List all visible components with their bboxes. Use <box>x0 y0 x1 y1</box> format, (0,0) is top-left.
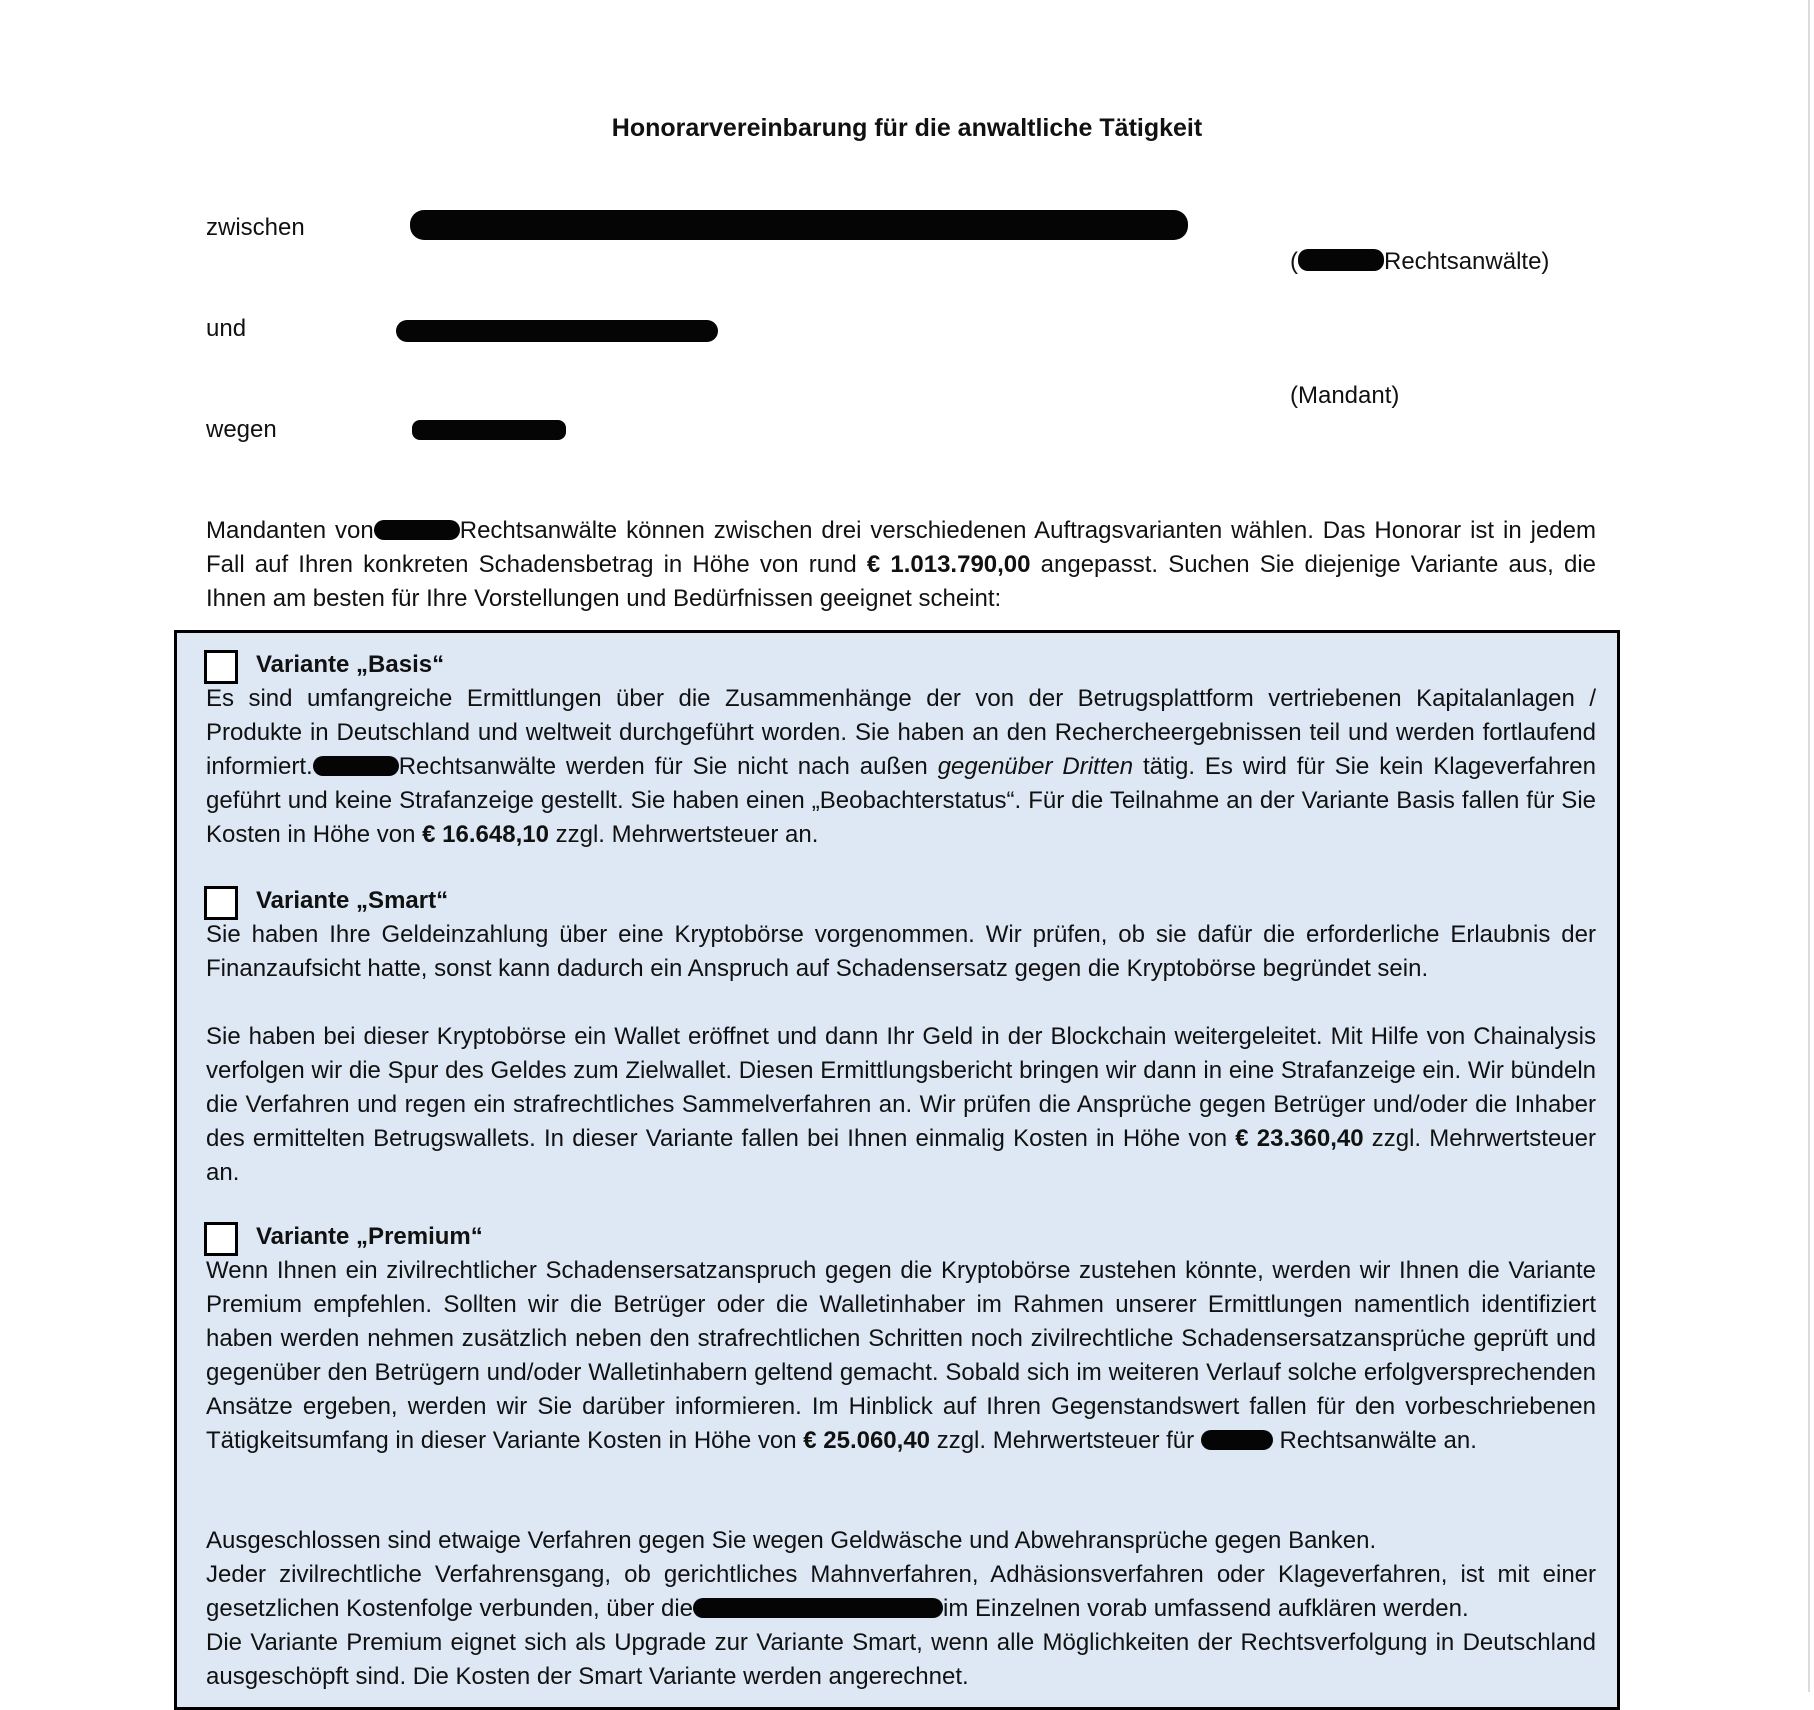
variant-smart <box>206 884 1596 1190</box>
basis-text-italic: gegenüber Dritten <box>937 753 1134 780</box>
premium-text-3: Rechtsanwälte an. <box>1272 1427 1477 1454</box>
variant-basis-checkbox[interactable] <box>204 650 238 684</box>
redacted-firm-short <box>1298 249 1384 271</box>
basis-text-3: tätig. Es wird für Sie kein Klageverfahren geführt und keine Strafanzeige gestellt. Sie haben einen „Beobachterstatus“. Für die Teilnahme an der Variante Basis fallen für Sie Kosten in Höhe von <box>206 753 1596 848</box>
premium-text-2: zzgl. Mehrwertsteuer für <box>930 1427 1201 1454</box>
client-role-label: (Mandant) <box>1290 382 1400 409</box>
variant-basis <box>206 648 1596 852</box>
variant-premium-text <box>206 1254 1596 1458</box>
note-costs-text-b: im Einzelnen vorab umfassend aufklären werden. <box>943 1595 1469 1622</box>
note-exclusions: Ausgeschlossen sind etwaige Verfahren gegen Sie wegen Geldwäsche und Abwehransprüche gegen Banken. <box>206 1527 1377 1554</box>
redacted-firm-inline <box>374 520 460 540</box>
basis-text-1: Es sind umfangreiche Ermittlungen über die Zusammenhänge der von der Betrugsplattform vertriebenen Kapitalanlagen / Produkte in Deutschland und weltweit durchgeführt worden. Sie haben an den Rechercheergebnissen teil und werden fortlaufend informiert. <box>206 685 1596 780</box>
damage-amount: € 1.013.790,00 <box>866 551 1031 578</box>
note-upgrade: Die Variante Premium eignet sich als Upgrade zur Variante Smart, wenn alle Möglichkeiten der Rechtsverfolgung in Deutschland ausgeschöpft sind. Die Kosten der Smart Variante werden angerechnet. <box>206 1629 1596 1690</box>
document-title: Honorarvereinbarung für die anwaltliche Tätigkeit <box>611 114 1203 142</box>
page-edge-line <box>1808 0 1810 1692</box>
basis-text-4: zzgl. Mehrwertsteuer an. <box>548 821 819 848</box>
firm-role-text: Rechtsanwälte) <box>1384 248 1550 275</box>
note-costs <box>206 1558 1596 1626</box>
firm-role-label <box>1290 248 1549 276</box>
intro-text-2: Rechtsanwälte können zwischen drei verschiedenen Auftragsvarianten wählen. Das Honorar ist in jedem Fall auf Ihren konkreten Schadensbetrag in Höhe von rund <box>206 517 1596 578</box>
smart-text-2: Sie haben bei dieser Kryptobörse ein Wallet eröffnet und dann Ihr Geld in der Blockchain weitergeleitet. Mit Hilfe von Chainalysis verfolgen wir die Spur des Geldes zum Zielwallet. Diesen Ermittlungsbericht bringen wir dann in eine Strafanzeige ein. Wir bündeln die Verfahren und regen ein strafrechtliches Sammelverfahren an. Wir prüfen die Ansprüche gegen Betrüger und/oder die Inhaber des ermittelten Betrugswallets. In dieser Variante fallen bei Ihnen einmalig Kosten in Höhe von <box>206 1023 1596 1152</box>
variant-basis-text <box>206 682 1596 852</box>
intro-paragraph <box>206 514 1596 616</box>
variant-basis-title: Variante „Basis“ <box>256 651 445 678</box>
basis-text-2: Rechtsanwälte werden für Sie nicht nach außen <box>398 753 938 780</box>
variant-premium-title: Variante „Premium“ <box>256 1223 483 1250</box>
intro-text-1: Mandanten von <box>206 517 374 544</box>
basis-amount: € 16.648,10 <box>422 821 549 848</box>
redacted-firm-inline <box>693 1598 943 1618</box>
between-label: zwischen <box>206 214 305 241</box>
premium-amount: € 25.060,40 <box>803 1427 931 1454</box>
variant-smart-title: Variante „Smart“ <box>256 887 449 914</box>
variant-premium <box>206 1220 1596 1458</box>
regarding-label: wegen <box>206 416 277 443</box>
notes-section <box>206 1524 1596 1694</box>
and-label: und <box>206 315 247 342</box>
variant-smart-text-1: Sie haben Ihre Geldeinzahlung über eine Kryptobörse vorgenommen. Wir prüfen, ob sie dafür die erforderliche Erlaubnis der Finanzaufsicht hatte, sonst kann dadurch ein Anspruch auf Schadensersatz gegen die Kryptobörse begründet sein. <box>206 921 1596 982</box>
smart-amount: € 23.360,40 <box>1235 1125 1364 1152</box>
premium-text-1: Wenn Ihnen ein zivilrechtlicher Schadensersatzanspruch gegen die Kryptobörse zustehen könnte, werden wir Ihnen die Variante Premium empfehlen. Sollten wir die Betrüger oder die Walletinhaber im Rahmen unserer Ermittlungen namentlich identifiziert haben werden nehmen zusätzlich neben den strafrechtlichen Schritten noch zivilrechtliche Schadensersatzansprüche geprüft und gegenüber den Betrügern und/oder Walletinhabern geltend gemacht. Sobald sich im weiteren Verlauf solche erfolgversprechenden Ansätze ergeben, werden wir Sie darüber informieren. Im Hinblick auf Ihren Gegenstandswert fallen für den vorbeschriebenen Tätigkeitsumfang in dieser Variante Kosten in Höhe von <box>206 1257 1596 1454</box>
redacted-firm-inline <box>1201 1430 1273 1450</box>
variant-smart-text-2 <box>206 1020 1596 1190</box>
redacted-firm-inline <box>313 756 399 776</box>
firm-role-paren: ( <box>1290 248 1298 275</box>
redacted-client-name <box>396 320 718 342</box>
redacted-firm-name <box>410 210 1188 240</box>
smart-text-2-end: zzgl. Mehrwertsteuer an. <box>206 1125 1596 1186</box>
redacted-subject <box>412 420 566 440</box>
intro-text-3: angepasst. Suchen Sie diejenige Variante aus, die Ihnen am besten für Ihre Vorstellungen und Bedürfnissen geeignet scheint: <box>206 551 1597 612</box>
variant-premium-checkbox[interactable] <box>204 1222 238 1256</box>
variant-smart-checkbox[interactable] <box>204 886 238 920</box>
note-costs-text-a: Jeder zivilrechtliche Verfahrensgang, ob gerichtliches Mahnverfahren, Adhäsionsverfahren oder Klageverfahren, ist mit einer gesetzlichen Kostenfolge verbunden, über die <box>206 1561 1596 1622</box>
